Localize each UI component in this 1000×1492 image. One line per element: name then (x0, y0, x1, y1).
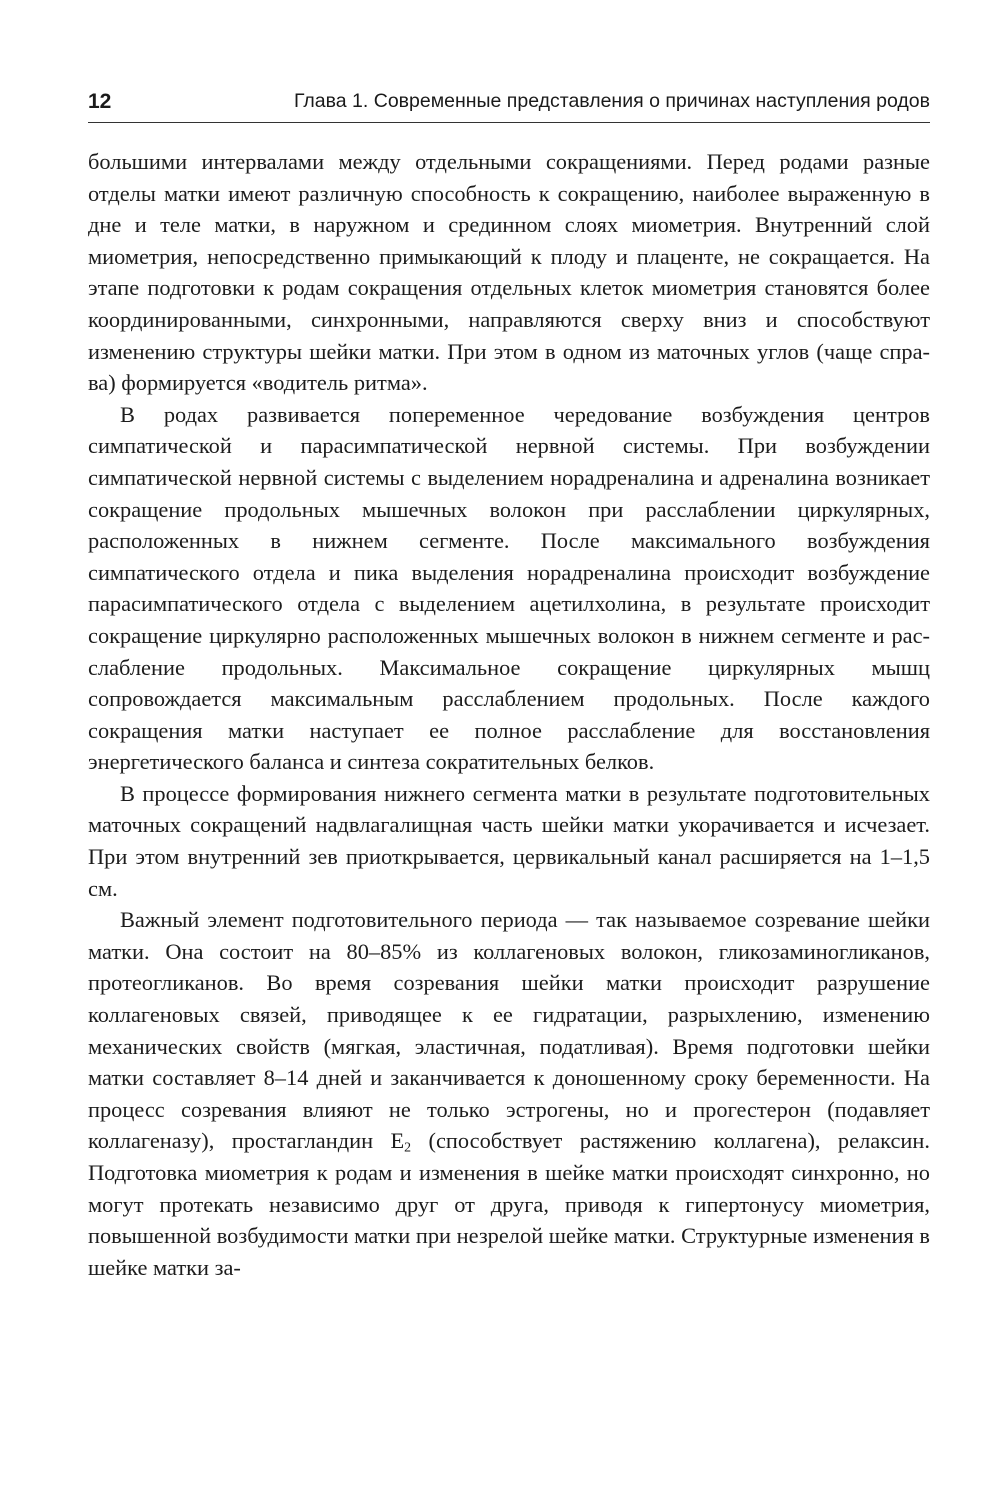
prostaglandin-subscript: 2 (404, 1140, 412, 1156)
paragraph-2: В родах развивается попеременное чередование возбуждения центров симпатической и парасимпатической нервной системы. При возбуждении симпатической нервной системы с выделением норадреналина и адреналина возникает сокращение продольных мышечных волокон при расслаблении циркулярных, расположенных в нижнем сегменте. После максимального возбуждения симпатического отдела и пика выделения норадреналина происходит возбуждение парасимпатического отдела с выделением ацетилхолина, в результате происходит сокращение циркулярно расположенных мышечных волокон в нижнем сегменте и расслабление продольных. Максимальное сокращение циркулярных мышц сопровождается максимальным расслаблением продольных. После каждого сокращения матки наступает ее полное расслабление для восстановления энергетического баланса и синтеза сократительных белков. (88, 401, 930, 775)
paragraph-1: большими интервалами между отдельными сокращениями. Перед родами разные отделы матки имеют различную способность к сокращению, наиболее выраженную в дне и теле матки, в наружном и срединном слоях миометрия. Внутренний слой миометрия, непосредственно примыкающий к плоду и плаценте, не сокращается. На этапе подготовки к родам сокращения отдельных клеток миометрия становятся более координированными, синхронными, направляются сверху вниз и способствуют изменению структуры шейки матки. При этом в одном из маточных углов (чаще справа) формируется «водитель ритма». (88, 149, 930, 396)
paragraph-4 (88, 904, 930, 1283)
paragraph-4-text-start: Важный элемент подготовительного периода — так называемое созревание шейки матки. Она состоит на 80–85% из коллагеновых волокон, гликозаминогликанов, протеогликанов. Во время созревания шейки матки происходит разрушение коллагеновых связей, приводящее к ее гидратации, разрыхлению, изменению механических свойств (мягкая, эластичная, податливая). Время подготовки шейки матки составляет 8–14 дней и заканчивается к доношенному сроку беременности. На процесс созревания влияют не только эстрогены, но и прогестерон (подавляет коллагеназу), простагландин E (88, 907, 930, 1154)
paragraph-3: В процессе формирования нижнего сегмента матки в результате подготовительных маточных сокращений надвлагалищная часть шейки матки укорачивается и исчезает. При этом внутренний зев приоткрывается, цервикальный канал расширяется на 1–1,5 см. (88, 780, 930, 901)
paragraph-4-text-end: (способствует растяжению коллагена), релаксин. Подготовка миометрия к родам и изменения в шейке матки происходят синхронно, но могут протекать независимо друг от друга, приводя к гипертонусу миометрия, повышенной возбудимости матки при незрелой шейке матки. Структурные изменения в шейке матки за- (88, 1128, 930, 1280)
page-number: 12 (88, 90, 112, 113)
chapter-title: Глава 1. Современные представления о причинах наступления родов (293, 90, 930, 112)
body-text (88, 146, 930, 1283)
running-header (88, 86, 930, 123)
